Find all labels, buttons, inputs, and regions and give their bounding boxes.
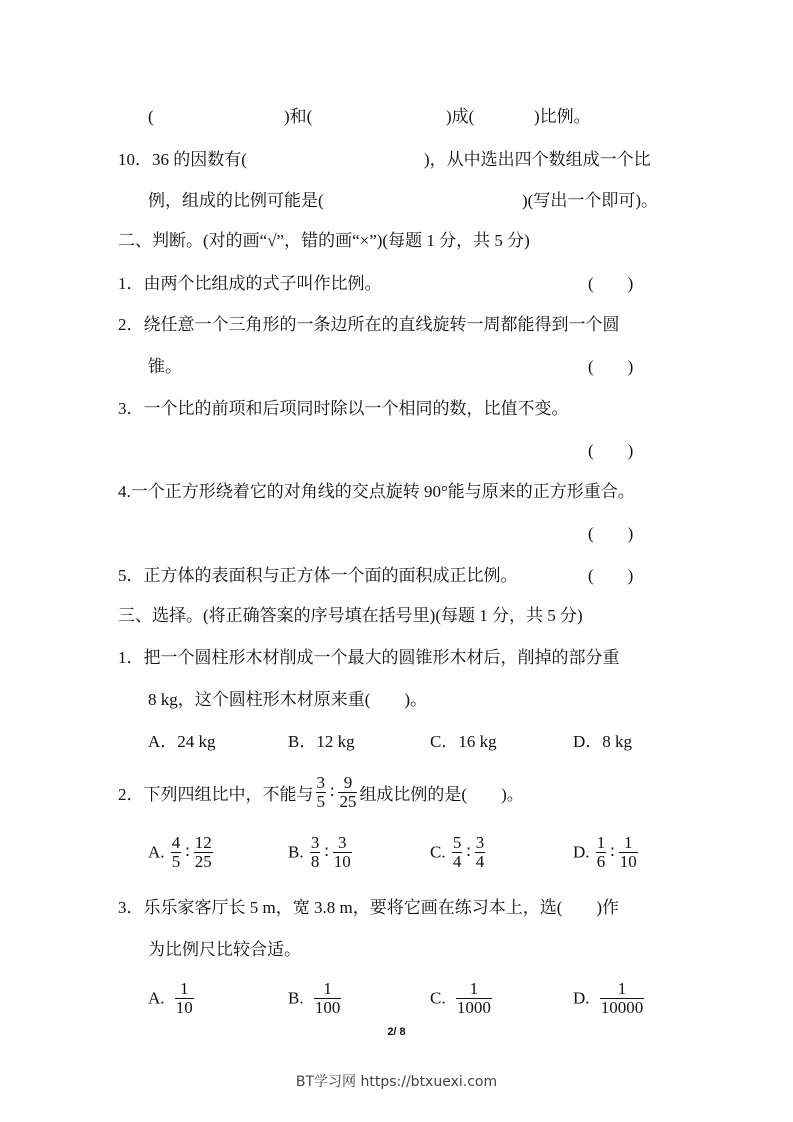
answer-paren: ( ) xyxy=(588,274,634,293)
text: 10 xyxy=(175,998,193,1017)
text: 4 xyxy=(171,833,181,852)
answer-paren: ( ) xyxy=(588,566,634,585)
text: 25 xyxy=(194,852,212,871)
text: 5 xyxy=(316,792,325,811)
fraction xyxy=(619,834,638,871)
answer-paren: ( ) xyxy=(588,357,634,376)
fraction xyxy=(194,834,213,871)
choice-1-option-a: A．24 kg xyxy=(148,732,216,751)
text: 10000 xyxy=(600,998,644,1017)
text: ∶ xyxy=(610,842,615,862)
judge-3: 3．一个比的前项和后项同时除以一个相同的数，比值不变。 xyxy=(118,399,569,418)
text: 3 xyxy=(475,833,485,852)
section-3-heading: 三、选择。(将正确答案的序号填在括号里)(每题 1 分，共 5 分) xyxy=(118,606,583,625)
text: C. xyxy=(430,842,446,862)
section-2-heading: 二、判断。(对的画“√”，错的画“×”)(每题 1 分，共 5 分) xyxy=(118,231,530,250)
fill-blank-open: ( xyxy=(148,107,154,126)
q10-text: 10．36 的因数有( xyxy=(118,150,247,169)
text: 10 xyxy=(619,852,637,871)
text: 12 xyxy=(194,833,212,852)
q10-text-c: 例，组成的比例可能是( xyxy=(148,191,324,210)
text: A. xyxy=(148,842,165,862)
text: 3 xyxy=(333,834,352,853)
text: 1000 xyxy=(456,998,491,1017)
text: 9 xyxy=(338,774,357,793)
text: 4 xyxy=(452,852,462,871)
fraction xyxy=(316,774,327,811)
fill-blank-cheng: )成( xyxy=(446,107,475,126)
text: ∶ xyxy=(330,782,335,802)
text: 1 xyxy=(456,980,492,999)
fraction xyxy=(452,834,463,871)
q10-text-d: )(写出一个即可)。 xyxy=(522,191,658,210)
text: 5 xyxy=(452,833,462,852)
fraction xyxy=(175,980,194,1017)
fill-blank-and: )和( xyxy=(284,107,313,126)
choice-2 xyxy=(118,774,524,811)
text: B. xyxy=(288,842,304,862)
choice-3-option xyxy=(573,980,646,1017)
fraction xyxy=(338,774,357,811)
answer-paren: ( ) xyxy=(588,524,634,543)
text: 6 xyxy=(596,852,606,871)
text: ∶ xyxy=(466,842,471,862)
judge-4: 4.一个正方形绕着它的对角线的交点旋转 90°能与原来的正方形重合。 xyxy=(118,482,635,501)
text: 3 xyxy=(310,833,320,852)
choice-3: 3．乐乐家客厅长 5 m，宽 3.8 m，要将它画在练习本上，选( )作 xyxy=(118,898,620,917)
choice-2-text: 2．下列四组比中，不能与 xyxy=(118,785,314,804)
fraction xyxy=(310,834,321,871)
fill-blank-ratio: )比例。 xyxy=(534,107,591,126)
text: 4 xyxy=(475,852,485,871)
text: 5 xyxy=(171,852,181,871)
fraction xyxy=(596,834,607,871)
text: ∶ xyxy=(185,842,190,862)
fraction xyxy=(600,980,645,1017)
choice-1-cont: 8 kg，这个圆柱形木材原来重( )。 xyxy=(148,690,428,709)
fraction xyxy=(314,980,342,1017)
text: B. xyxy=(288,988,304,1008)
answer-paren: ( ) xyxy=(588,441,634,460)
choice-3-option xyxy=(430,980,494,1017)
judge-5: 5．正方体的表面积与正方体一个面的面积成正比例。 xyxy=(118,566,518,585)
choice-2-option xyxy=(148,834,215,871)
judge-2-cont: 锥。 xyxy=(148,357,182,376)
choice-2-text-b: 组成比例的是( )。 xyxy=(359,785,524,804)
watermark: BT学习网 https://btxuexi.com xyxy=(295,1074,498,1090)
text: C. xyxy=(430,988,446,1008)
text: 1 xyxy=(600,980,645,999)
choice-2-option xyxy=(288,834,354,871)
choice-3-cont: 为比例尺比较合适。 xyxy=(148,940,301,959)
text: D. xyxy=(573,988,590,1008)
judge-1: 1．由两个比组成的式子叫作比例。 xyxy=(118,274,382,293)
text: 1 xyxy=(596,833,606,852)
page-number: 2/ 8 xyxy=(387,1026,406,1038)
choice-1-option-b: B．12 kg xyxy=(288,732,355,751)
fraction xyxy=(456,980,492,1017)
fraction xyxy=(171,834,182,871)
choice-3-option xyxy=(288,980,343,1017)
text: 100 xyxy=(314,998,341,1017)
choice-2-option xyxy=(573,834,640,871)
text: D. xyxy=(573,842,590,862)
choice-2-option xyxy=(430,834,487,871)
choice-3-option xyxy=(148,980,196,1017)
text: 25 xyxy=(339,792,357,811)
text: ∶ xyxy=(324,842,329,862)
text: 3 xyxy=(316,773,325,792)
text: 8 xyxy=(310,852,320,871)
text: 1 xyxy=(619,834,638,853)
text: 10 xyxy=(333,852,351,871)
choice-1-option-d: D．8 kg xyxy=(573,732,633,751)
text: 1 xyxy=(314,980,342,999)
choice-1: 1．把一个圆柱形木材削成一个最大的圆锥形木材后，削掉的部分重 xyxy=(118,648,620,667)
text: 1 xyxy=(175,980,194,999)
fraction xyxy=(475,834,486,871)
judge-2: 2．绕任意一个三角形的一条边所在的直线旋转一周都能得到一个圆 xyxy=(118,315,620,334)
fraction xyxy=(333,834,352,871)
choice-1-option-c: C．16 kg xyxy=(430,732,497,751)
q10-text-b: )，从中选出四个数组成一个比 xyxy=(424,150,651,169)
text: A. xyxy=(148,988,165,1008)
